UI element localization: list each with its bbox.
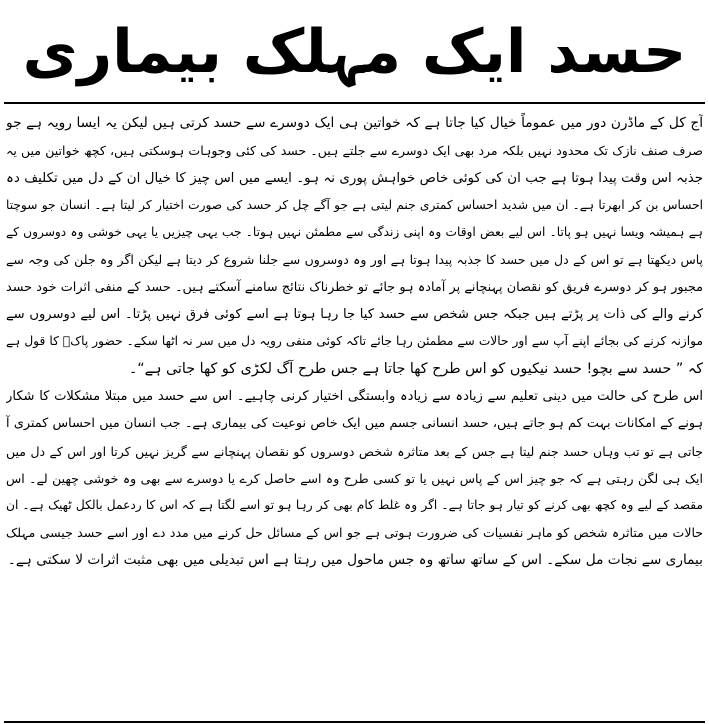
text-line: بیماری سے نجات مل سکے۔ اس کے ساتھ ساتھ وہ جس ماحول میں رہتا ہے اس تبدیلی میں بھی مثبت اثرات لا سکتی ہے۔ bbox=[7, 551, 703, 568]
text-line: مقصد کے لیے وہ کچھ بھی کرنے کو تیار ہو جاتا ہے۔ اگر وہ غلط کام بھی کر رہا ہو تو اسے لگتا ہے کہ اس کا ردعمل بالکل ٹھیک ہے۔ ان bbox=[6, 498, 703, 513]
article-body bbox=[6, 110, 703, 574]
text-line: اس طرح کی حالت میں دینی تعلیم سے زیادہ سے زیادہ وابستگی اختیار کرنی چاہیے۔ اس سے حسد میں مبتلا مشکلات کا شکار bbox=[6, 388, 703, 404]
text-line: ہونے کے امکانات بہت کم ہو جاتے ہیں، حسد انسانی جسم میں ایک خاص نوعیت کی بیماری ہے۔ جب انسان میں احساس کمتری آ bbox=[6, 416, 703, 432]
text-line: جاتی ہے تو تب وہاں حسد جنم لیتا ہے جس کے بعد متاثرہ شخص دوسروں کو نقصان پہنچانے سے گریز نہیں کرتا اور اس کے دل میں bbox=[6, 443, 703, 459]
text-line: حالات میں متاثرہ شخص کو ماہر نفسیات کی ضرورت ہوتی ہے جو اس کے مسائل حل کرنے میں مدد دے اور اسے حسد جیسی مہلک bbox=[6, 525, 703, 541]
text-line: کرنے والے کی ذات پر پڑتے ہیں جبکہ جس شخص سے حسد کیا جا رہا ہوتا ہے اسے کوئی فرق نہیں پڑتا۔ اس لیے دوسروں سے bbox=[6, 307, 703, 323]
page-bottom-border bbox=[4, 721, 705, 723]
article-title: حسد ایک مہلک بیماری bbox=[22, 17, 687, 87]
text-line: جذبہ اس وقت پیدا ہوتا ہے جب ان کی کوئی خاص خواہش پوری نہ ہو۔ ایسے میں اس چیز کا خیال ان کے دل میں تکلیف دہ bbox=[6, 170, 703, 186]
paragraph-2 bbox=[6, 383, 703, 574]
title-divider bbox=[4, 102, 705, 104]
text-line: مجبور ہو کر دوسرے فریق کو نقصان پہنچانے پر آمادہ ہو جائے تو خطرناک نتائج سامنے آسکتے ہیں۔ حسد کے منفی اثرات خود حسد bbox=[6, 279, 703, 295]
text-line: پاس دیکھتا ہے تو اس کے دل میں حسد کا جذبہ پیدا ہوتا ہے اور وہ دوسروں سے جلنا شروع کر دیتا ہے لیکن اگر وہ جلن کی وجہ سے bbox=[6, 252, 703, 268]
text-line: موازنہ کرنے کی بجائے اپنے آپ سے اور حالات سے مطمئن رہا جائے تاکہ کوئی منفی رویہ دل میں سر نہ اٹھا سکے۔ حضور پاکؐ کا قول ہے bbox=[6, 334, 703, 349]
text-line: کہ ” حسد سے بچو! حسد نیکیوں کو اس طرح کھا جاتا ہے جس طرح آگ لکڑی کو کھا جاتی ہے“۔ bbox=[128, 360, 703, 377]
text-line: آج کل کے ماڈرن دور میں عموماً خیال کیا جاتا ہے کہ خواتین ہی ایک دوسرے سے حسد کرتی ہیں لیکن یہ ایسا رویہ ہے جو bbox=[6, 115, 703, 131]
text-line: ہے ہمیشہ ویسا نہیں ہو پاتا۔ اس لیے بعض اوقات وہ اپنی زندگی سے مطمئن نہیں ہوتا۔ جب یہی چیزیں یا یہی خوشی وہ دوسروں کے bbox=[6, 225, 703, 240]
text-line: احساس بن کر ابھرتا ہے۔ ان میں شدید احساس کمتری جنم لیتی ہے جو آگے چل کر حسد کی صورت اختیار کر لیتا ہے۔ انسان جو سوچتا bbox=[6, 197, 703, 212]
paragraph-1 bbox=[6, 110, 703, 383]
text-line: ایک ہی لگن رہتی ہے کہ جو چیز اس کے پاس نہیں یا تو کسی طرح وہ اسے حاصل کرے یا دوسرے سے بھی وہ خوشی چھین لے۔ اس bbox=[6, 470, 703, 486]
text-line: صرف صنف نازک تک محدود نہیں بلکہ مرد بھی ایک دوسرے سے جلتے ہیں۔ حسد کی کئی وجوہات ہوسکتی ہیں، کچھ خواتین میں یہ bbox=[6, 143, 703, 159]
